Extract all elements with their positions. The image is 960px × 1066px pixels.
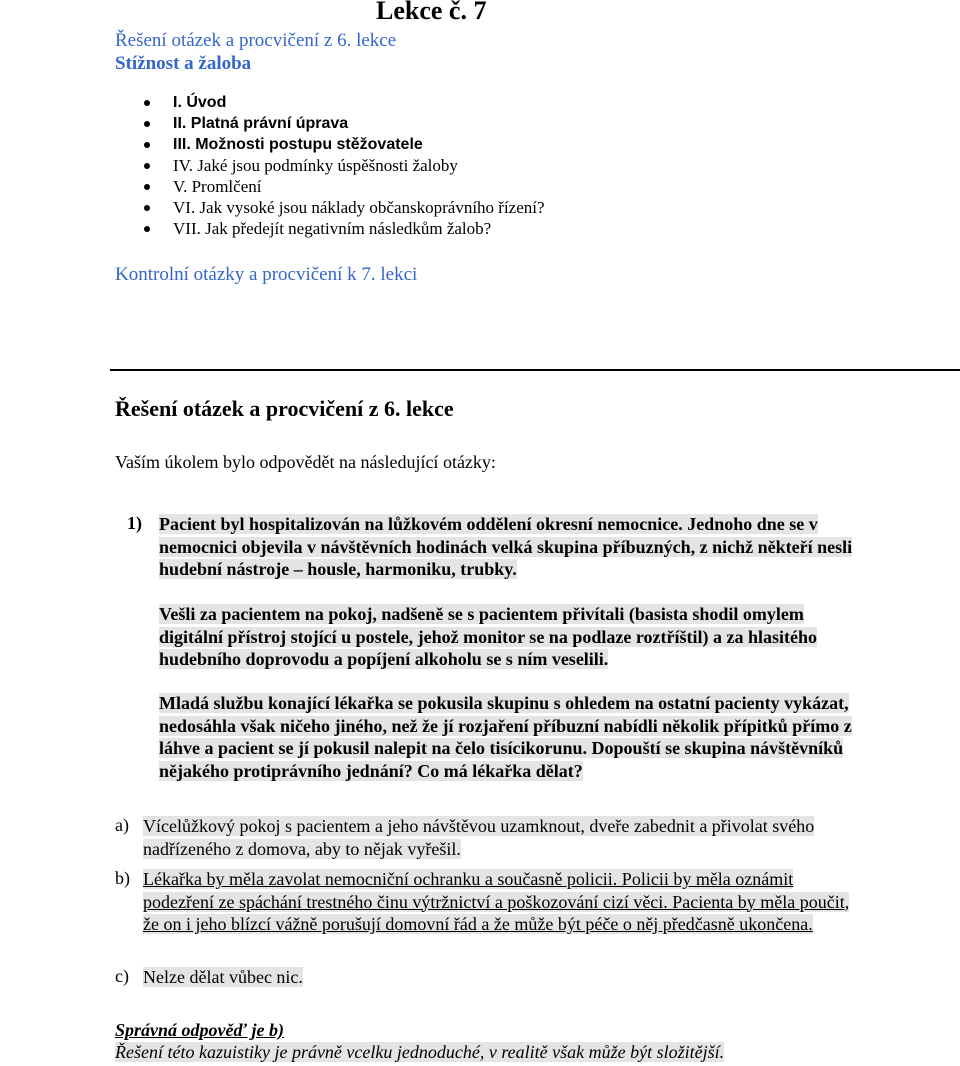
section-intro: Vaším úkolem bylo odpovědět na následující otázky: (115, 452, 496, 472)
option-label: c) (115, 966, 129, 986)
option-text: Nelze dělat vůbec nic. (143, 967, 303, 987)
section-divider (110, 369, 960, 371)
table-of-contents (142, 92, 545, 239)
toc-item[interactable]: IV. Jaké jsou podmínky úspěšnosti žaloby (142, 155, 545, 176)
toc-item[interactable]: V. Promlčení (142, 176, 545, 197)
option-a (143, 815, 853, 860)
option-text: Vícelůžkový pokoj s pacientem a jeho návštěvou uzamknout, dveře zabednit a přivolat svého nadřízeného z domova, aby to nějak vyřešil. (143, 816, 815, 859)
toc-item[interactable]: I. Úvod (142, 92, 545, 113)
toc-item[interactable]: VI. Jak vysoké jsou náklady občanskoprávního řízení? (142, 197, 545, 218)
question-text: Pacient byl hospitalizován na lůžkovém oddělení okresní nemocnice. Jednoho dne se v nemocnici objevila v návštěvních hodinách velká skupina příbuzných, z nichž někteří nesli hudební nástroje – housle, harmoniku, trubky. (159, 514, 853, 579)
option-c (143, 966, 853, 989)
option-label: a) (115, 815, 129, 835)
option-b (143, 868, 853, 936)
answer-note-text: Řešení této kazuistiky je právně vcelku jednoduché, v realitě však může být složitější. (115, 1042, 725, 1062)
correct-answer: Správná odpověď je b) (115, 1020, 284, 1040)
link-complaint-and-lawsuit[interactable]: Stížnost a žaloba (115, 53, 252, 74)
link-control-questions[interactable]: Kontrolní otázky a procvičení k 7. lekci (115, 264, 418, 285)
section-heading: Řešení otázek a procvičení z 6. lekce (115, 396, 454, 421)
question-paragraph (159, 692, 859, 782)
option-label: b) (115, 868, 130, 888)
answer-note (115, 1042, 724, 1063)
lesson-title: Lekce č. 7 (376, 0, 487, 25)
question-text: Mladá službu konající lékařka se pokusila skupinu s ohledem na ostatní pacienty vykázat, nedosáhla však ničeho jiného, než že jí rozjaření příbuzní nabídli několik přípitků přímo z láhve a pacient se jí pokusil nalepit na čelo tisícikorunu. Dopouští se skupina návštěvníků nějakého protiprávního jednání? Co má lékařka dělat? (159, 693, 852, 781)
question-paragraph (159, 513, 859, 581)
option-text: Lékařka by měla zavolat nemocniční ochranku a současně policii. Policii by měla oznámit podezření ze spáchání trestného činu výtržnictví a poškozování cizí věci. Pacienta by měla poučit, že on i jeho blízcí vážně porušují domovní řád a že může být péče o něj předčasně ukončena. (143, 869, 850, 934)
question-text: Vešli za pacientem na pokoj, nadšeně se s pacientem přivítali (basista shodil omylem digitální přístroj stojící u postele, jehož monitor se na podlaze roztříštil) a za hlasitého hudebního doprovodu a popíjení alkoholu se s ním veselili. (159, 604, 817, 669)
question-paragraph (159, 603, 859, 671)
link-solutions-lesson-6[interactable]: Řešení otázek a procvičení z 6. lekce (115, 30, 397, 51)
toc-item[interactable]: VII. Jak předejít negativním následkům žalob? (142, 218, 545, 239)
toc-item[interactable]: II. Platná právní úprava (142, 113, 545, 134)
toc-item[interactable]: III. Možnosti postupu stěžovatele (142, 134, 545, 155)
question-number: 1) (127, 513, 142, 533)
